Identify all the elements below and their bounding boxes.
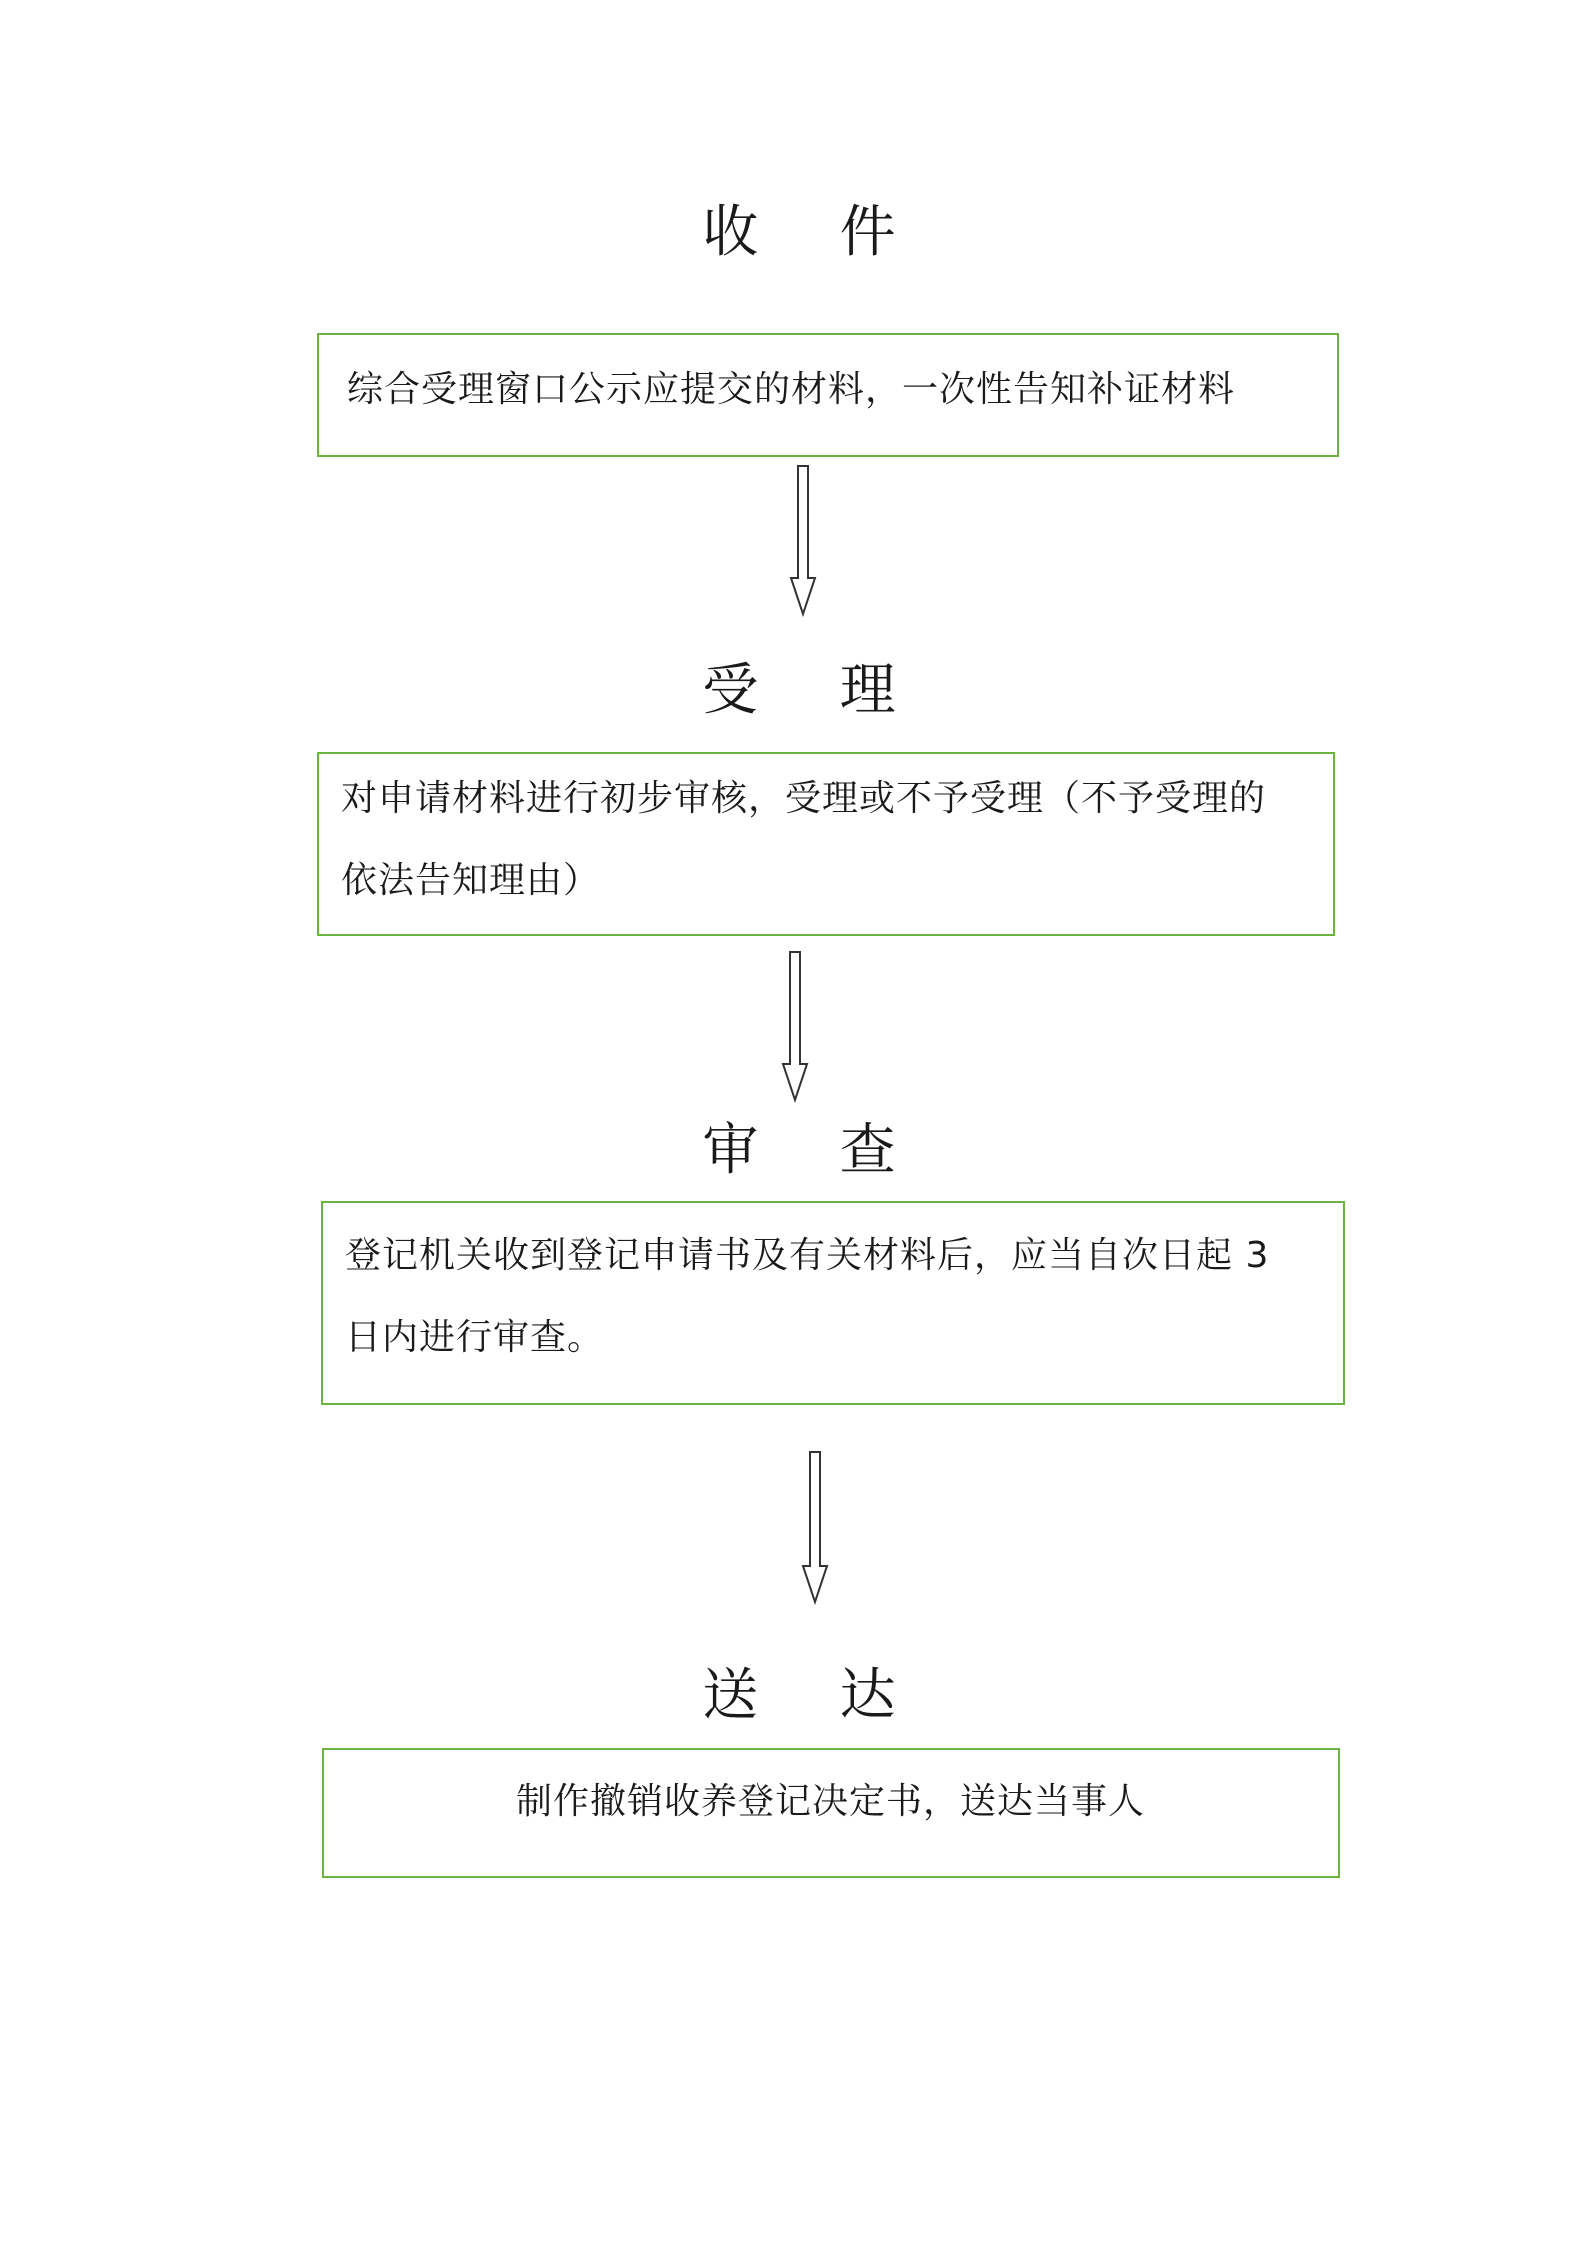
step-box-deliver (322, 1748, 1340, 1878)
step-box-review (321, 1201, 1345, 1405)
down-arrow-icon (800, 1452, 830, 1604)
down-arrow-icon (780, 952, 810, 1102)
step-box-receive (317, 333, 1339, 457)
step-text-review: 登记机关收到登记申请书及有关材料后，应当自次日起 3 日内进行审查。 (345, 1235, 1270, 1358)
step-title-receive: 收 件 (702, 200, 898, 265)
step-title-deliver: 送 达 (702, 1663, 898, 1728)
step-box-accept (317, 752, 1335, 936)
step-title-review: 审 查 (702, 1118, 898, 1183)
step-text-accept: 对申请材料进行初步审核，受理或不予受理（不予受理的依法告知理由） (341, 778, 1267, 901)
down-arrow-icon (788, 466, 818, 616)
step-text-receive: 综合受理窗口公示应提交的材料，一次性告知补证材料 (347, 369, 1236, 410)
step-title-accept: 受 理 (702, 658, 898, 723)
step-text-deliver: 制作撤销收养登记决定书，送达当事人 (515, 1781, 1145, 1822)
